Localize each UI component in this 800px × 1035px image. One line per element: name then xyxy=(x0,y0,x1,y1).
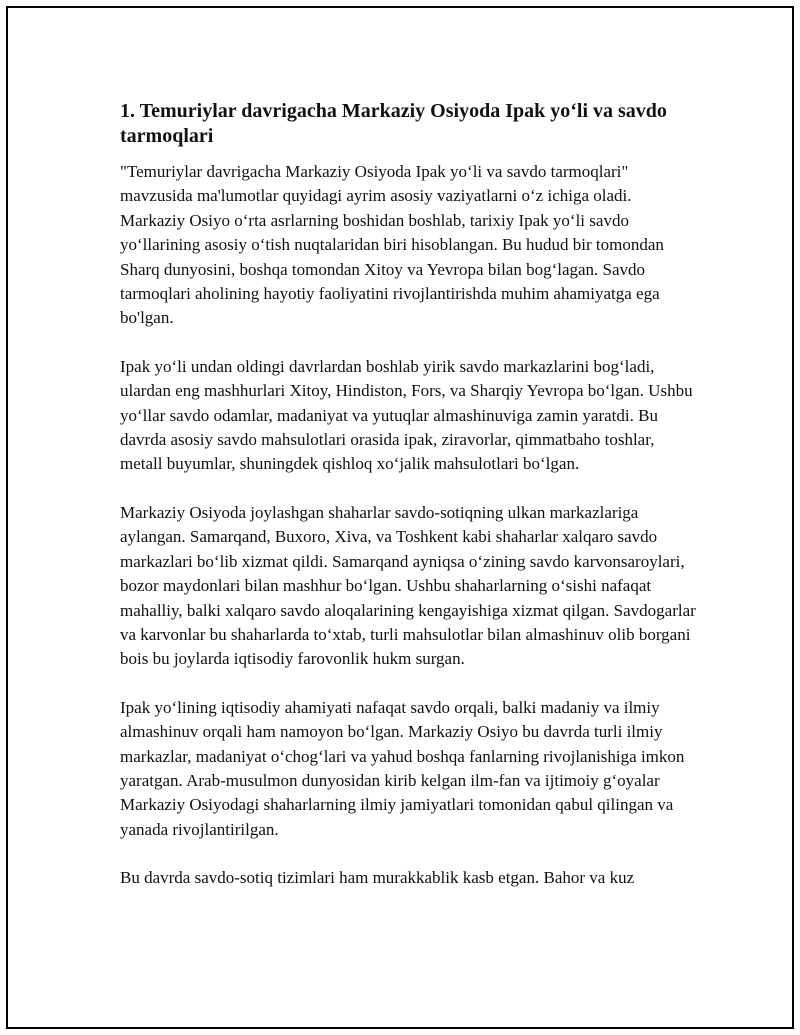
page-frame xyxy=(6,6,794,1029)
paragraph-2: Ipak yo‘li undan oldingi davrlardan boshlab yirik savdo markazlarini bog‘ladi, ulardan eng mashhurlari Xitoy, Hindiston, Fors, va Sharqiy Yevropa bo‘lgan. Ushbu yo‘llar savdo odamlar, madaniyat va yutuqlar almashinuviga zamin yaratdi. Bu davrda asosiy savdo mahsulotlari orasida ipak, ziravorlar, qimmatbaho toshlar, metall buyumlar, shuningdek qishloq xo‘jalik mahsulotlari bo‘lgan. xyxy=(120,356,693,474)
paragraph-3: Markaziy Osiyoda joylashgan shaharlar savdo-sotiqning ulkan markazlariga aylangan. Samarqand, Buxoro, Xiva, va Toshkent kabi shaharlar xalqaro savdo markazlari bo‘lib xizmat qildi. Samarqand ayniqsa o‘zining savdo karvonsaroylari, bozor maydonlari bilan mashhur bo‘lgan. Ushbu shaharlarning o‘sishi nafaqat mahalliy, balki xalqaro savdo aloqalarining kengayishiga xizmat qilgan. Savdogarlar va karvonlar bu shaharlarda to‘xtab, turli mahsulotlar bilan almashinuv olib borgani bois bu joylarda iqtisodiy farovonlik hukm surgan. xyxy=(120,502,696,669)
paragraph-5: Bu davrda savdo-sotiq tizimlari ham murakkablik kasb etgan. Bahor va kuz xyxy=(120,868,635,888)
paragraph-1: "Temuriylar davrigacha Markaziy Osiyoda Ipak yo‘li va savdo tarmoqlari" mavzusida ma'lumotlar quyidagi ayrim asosiy vaziyatlarni o‘z ichiga oladi. Markaziy Osiyo o‘rta asrlarning boshidan boshlab, tarixiy Ipak yo‘li savdo yo‘llarining asosiy o‘tish nuqtalaridan biri hisoblangan. Bu hudud bir tomondan Sharq dunyosini, boshqa tomondan Xitoy va Yevropa bilan bog‘lagan. Savdo tarmoqlari aholining hayotiy faoliyatini rivojlantirishda muhim ahamiyatga ega bo'lgan. xyxy=(120,162,664,328)
section-heading: 1. Temuriylar davrigacha Markaziy Osiyoda Ipak yo‘li va savdo tarmoqlari xyxy=(120,100,667,147)
paragraph-4: Ipak yo‘lining iqtisodiy ahamiyati nafaqat savdo orqali, balki madaniy va ilmiy almashinuv orqali ham namoyon bo‘lgan. Markaziy Osiyo bu davrda turli ilmiy markazlar, madaniyat o‘chog‘lari va yahud boshqa fanlarning rivojlanishiga imkon yaratgan. Arab-musulmon dunyosidan kirib kelgan ilm-fan va ijtimoiy g‘oyalar Markaziy Osiyodagi shaharlarning ilmiy jamiyatlari tomonidan qabul qilingan va yanada rivojlantirilgan. xyxy=(120,697,685,839)
document-body xyxy=(120,99,700,915)
